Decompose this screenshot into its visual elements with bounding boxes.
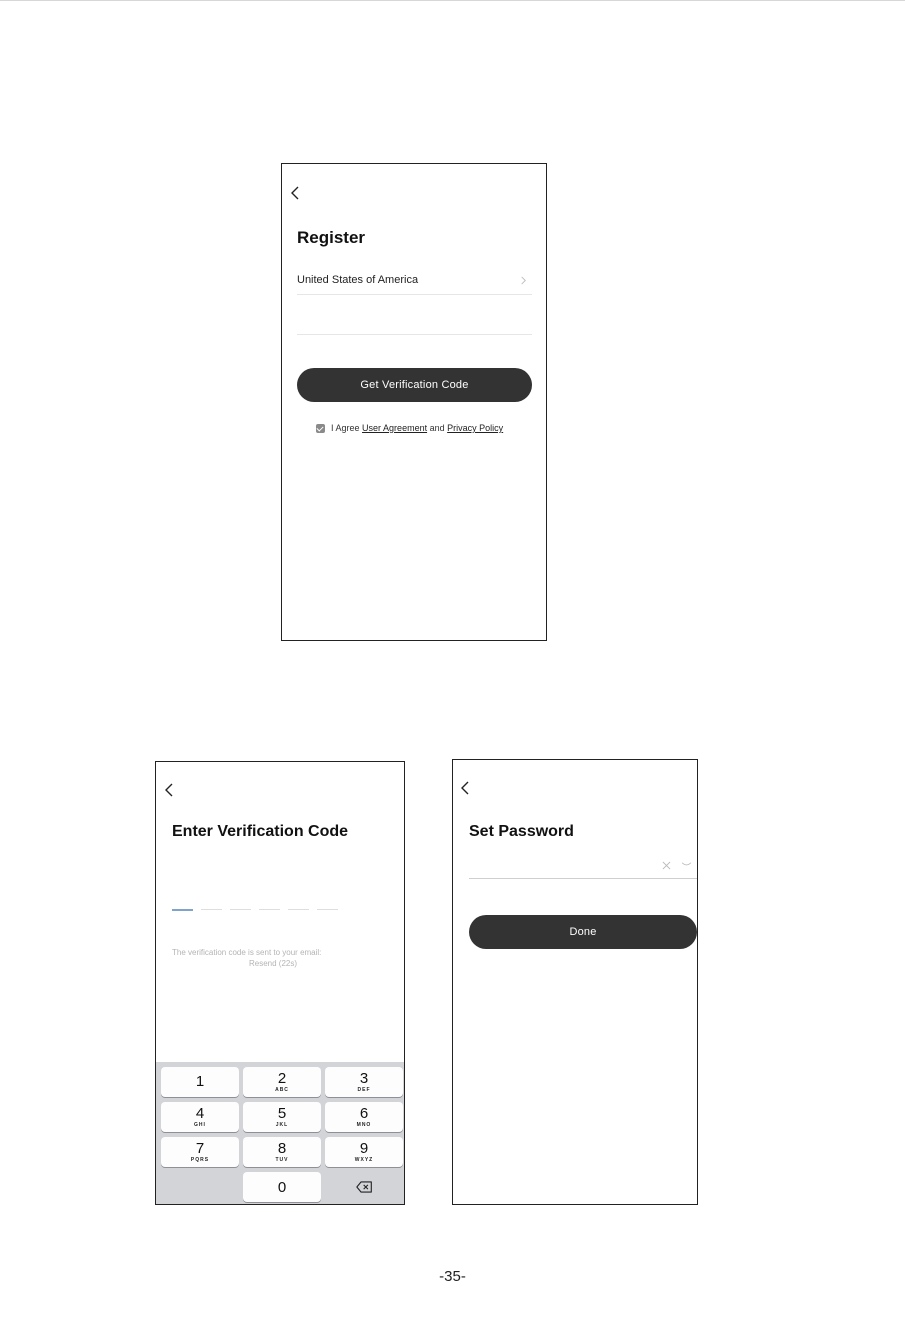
- password-underline: [469, 878, 698, 879]
- chevron-right-icon: [519, 276, 528, 285]
- verification-note: The verification code is sent to your email:: [172, 948, 322, 957]
- get-verification-code-button[interactable]: Get Verification Code: [297, 368, 532, 402]
- chevron-left-icon: [162, 782, 178, 798]
- key-digit: 6: [359, 1105, 369, 1122]
- key-7[interactable]: [161, 1137, 239, 1167]
- code-slot-1: [172, 909, 193, 911]
- resend-link[interactable]: Resend (22s): [249, 959, 298, 968]
- key-0[interactable]: [243, 1172, 321, 1202]
- key-letters: MNO: [356, 1122, 372, 1128]
- code-slot-6: [317, 909, 338, 910]
- key-digit: 5: [277, 1105, 287, 1122]
- key-digit: 4: [195, 1105, 205, 1122]
- code-slot-4: [259, 909, 280, 910]
- account-input[interactable]: [297, 302, 532, 334]
- page-title: Set Password: [469, 823, 574, 840]
- register-screen: [281, 163, 547, 641]
- key-3[interactable]: [325, 1067, 403, 1097]
- key-letters: DEF: [357, 1087, 371, 1093]
- password-screen: [452, 759, 698, 1205]
- code-slot-2: [201, 909, 222, 910]
- country-divider: [297, 294, 532, 295]
- key-6[interactable]: [325, 1102, 403, 1132]
- agreement-row: [316, 423, 503, 433]
- key-letters: JKL: [275, 1122, 289, 1128]
- key-letters: TUV: [275, 1157, 289, 1163]
- key-digit: 9: [359, 1140, 369, 1157]
- back-button[interactable]: [162, 782, 178, 798]
- agree-prefix: I Agree: [331, 423, 360, 433]
- key-4[interactable]: [161, 1102, 239, 1132]
- key-digit: 0: [277, 1178, 287, 1196]
- done-button[interactable]: Done: [469, 915, 697, 949]
- key-2[interactable]: [243, 1067, 321, 1097]
- code-slot-5: [288, 909, 309, 910]
- chevron-left-icon: [458, 780, 474, 796]
- chevron-left-icon: [288, 185, 304, 201]
- close-icon[interactable]: [662, 861, 671, 870]
- delete-key[interactable]: [325, 1172, 403, 1202]
- agree-checkbox[interactable]: [316, 424, 325, 433]
- key-letters: PQRS: [190, 1157, 210, 1163]
- back-button[interactable]: [458, 780, 474, 796]
- back-button[interactable]: [288, 185, 304, 201]
- key-digit: 2: [277, 1070, 287, 1087]
- key-digit: 7: [195, 1140, 205, 1157]
- key-digit: 8: [277, 1140, 287, 1157]
- key-5[interactable]: [243, 1102, 321, 1132]
- key-digit: 3: [359, 1070, 369, 1087]
- eye-closed-icon[interactable]: [681, 861, 692, 868]
- numeric-keypad: [156, 1062, 404, 1204]
- key-letters: GHI: [194, 1122, 206, 1128]
- privacy-policy-link[interactable]: Privacy Policy: [447, 423, 504, 433]
- code-input[interactable]: [172, 902, 342, 914]
- key-letters: WXYZ: [354, 1157, 374, 1163]
- key-8[interactable]: [243, 1137, 321, 1167]
- key-digit: 1: [195, 1073, 205, 1090]
- backspace-icon: [356, 1181, 373, 1193]
- agree-and: and: [429, 423, 445, 433]
- country-selector[interactable]: [297, 268, 532, 294]
- code-slot-3: [230, 909, 251, 910]
- key-9[interactable]: [325, 1137, 403, 1167]
- verification-screen: [155, 761, 405, 1205]
- key-letters: ABC: [275, 1087, 289, 1093]
- top-rule: [0, 0, 905, 1]
- key-1[interactable]: [161, 1067, 239, 1097]
- page-number: -35-: [439, 1268, 466, 1285]
- user-agreement-link[interactable]: User Agreement: [362, 423, 428, 433]
- page-title: Enter Verification Code: [172, 823, 349, 840]
- country-label: United States of America: [297, 274, 419, 286]
- account-input-underline: [297, 334, 532, 335]
- page-title: Register: [297, 228, 366, 247]
